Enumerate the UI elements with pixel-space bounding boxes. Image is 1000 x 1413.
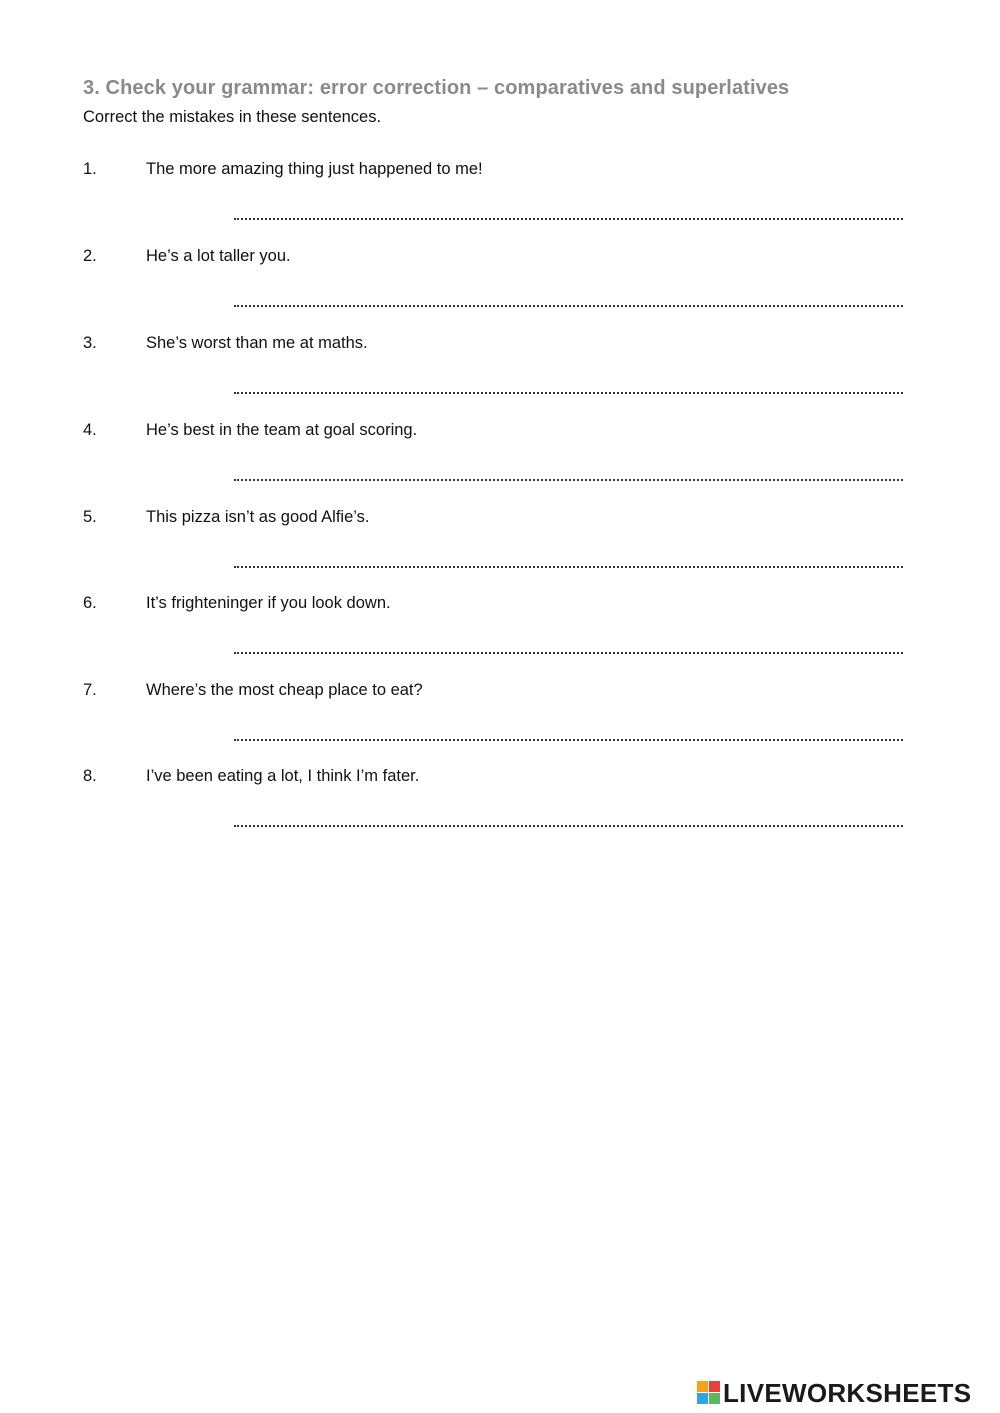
instruction-text: Correct the mistakes in these sentences.: [83, 108, 382, 126]
answer-line[interactable]: [234, 739, 903, 741]
item-number: 7.: [83, 681, 97, 699]
answer-line[interactable]: [234, 479, 903, 481]
item-sentence: The more amazing thing just happened to me!: [146, 160, 483, 178]
logo-tile: [697, 1393, 708, 1404]
item-number: 2.: [83, 247, 97, 265]
item-number: 5.: [83, 508, 97, 526]
list-item: [0, 767, 1000, 854]
logo-tile: [709, 1381, 720, 1392]
logo-tile: [709, 1393, 720, 1404]
brand-name: LIVEWORKSHEETS: [723, 1377, 972, 1408]
liveworksheets-logo: [697, 1378, 971, 1408]
list-item: [0, 247, 1000, 334]
item-number: 8.: [83, 767, 97, 785]
list-item: [0, 681, 1000, 768]
list-item: [0, 160, 1000, 247]
logo-tile: [697, 1381, 708, 1392]
item-sentence: It’s frighteninger if you look down.: [146, 594, 391, 612]
item-number: 4.: [83, 421, 97, 439]
item-sentence: He’s best in the team at goal scoring.: [146, 421, 418, 439]
liveworksheets-logo-icon: [697, 1381, 721, 1405]
list-item: [0, 421, 1000, 508]
item-sentence: Where’s the most cheap place to eat?: [146, 681, 423, 699]
list-item: [0, 508, 1000, 595]
answer-line[interactable]: [234, 218, 903, 220]
item-number: 1.: [83, 160, 97, 178]
answer-line[interactable]: [234, 652, 903, 654]
answer-line[interactable]: [234, 825, 903, 827]
item-sentence: This pizza isn’t as good Alfie’s.: [146, 508, 370, 526]
answer-line[interactable]: [234, 566, 903, 568]
item-sentence: He’s a lot taller you.: [146, 247, 291, 265]
item-sentence: She’s worst than me at maths.: [146, 334, 368, 352]
item-sentence: I’ve been eating a lot, I think I’m fater.: [146, 767, 420, 785]
answer-line[interactable]: [234, 392, 903, 394]
list-item: [0, 594, 1000, 681]
list-item: [0, 334, 1000, 421]
answer-line[interactable]: [234, 305, 903, 307]
item-number: 3.: [83, 334, 97, 352]
item-number: 6.: [83, 594, 97, 612]
page-title: 3. Check your grammar: error correction – comparatives and superlatives: [83, 77, 790, 99]
